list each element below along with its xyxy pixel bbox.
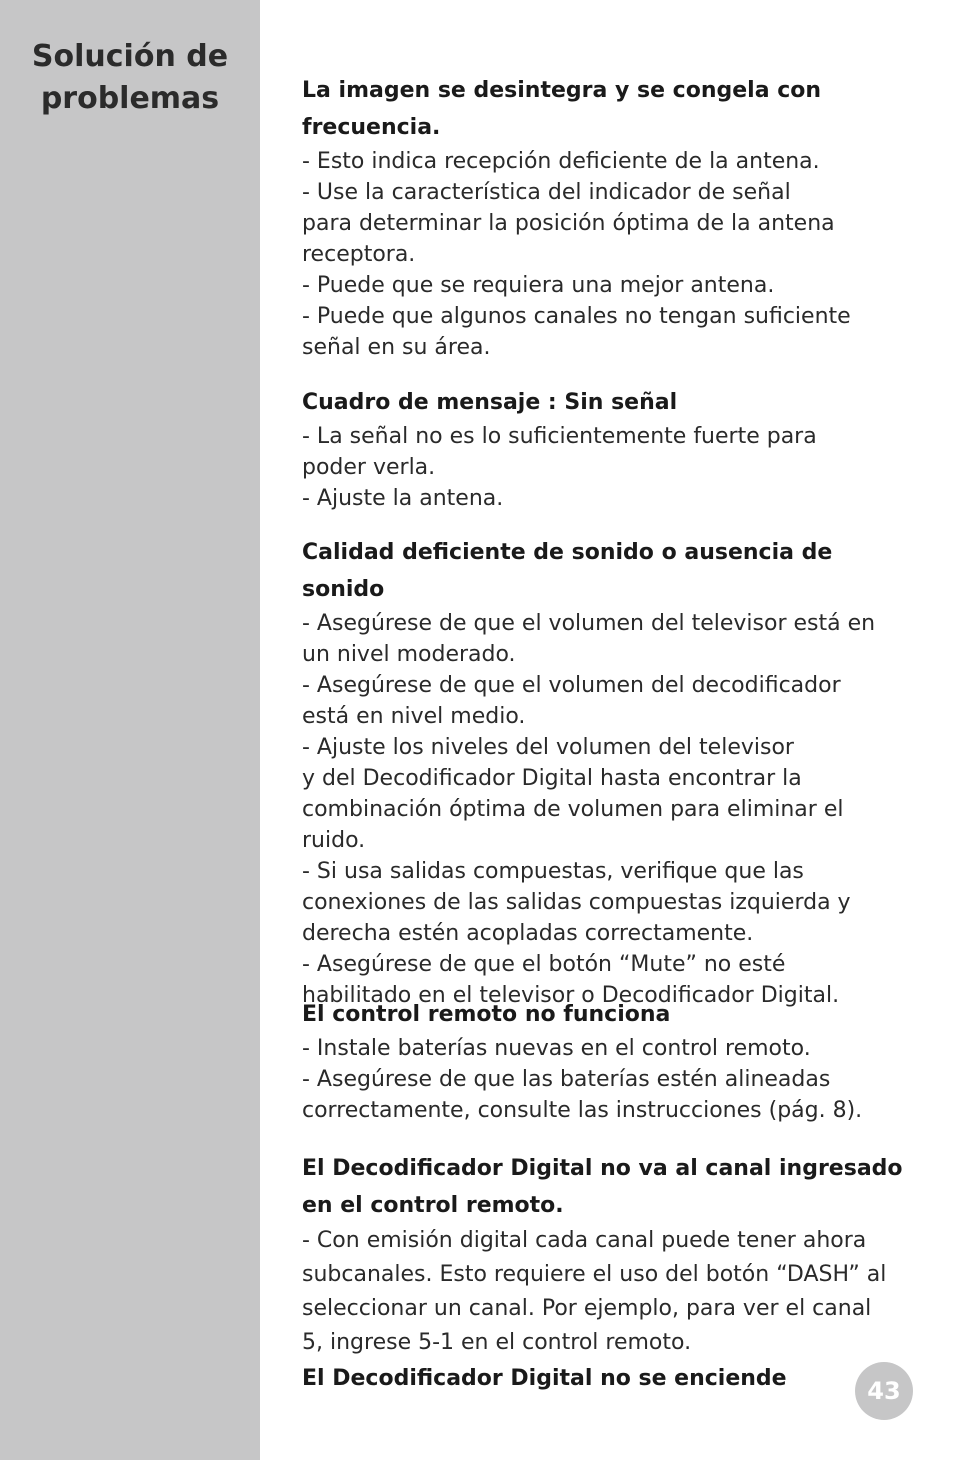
body-line: y del Decodificador Digital hasta encontrar la [302, 766, 802, 791]
body-line: - Si usa salidas compuestas, verifique que las [302, 859, 804, 884]
page-number-badge: 43 [855, 1362, 913, 1420]
section-no-power [302, 1360, 912, 1397]
body-line: - Ajuste los niveles del volumen del televisor [302, 735, 794, 760]
body-line: subcanales. Esto requiere el uso del botón “DASH” al [302, 1262, 887, 1287]
body-line: un nivel moderado. [302, 642, 516, 667]
body-line: ruido. [302, 828, 366, 853]
body-line: receptora. [302, 242, 416, 267]
body-line: - La señal no es lo suficientemente fuerte para [302, 424, 817, 449]
body-line: - Con emisión digital cada canal puede tener ahora [302, 1228, 867, 1253]
body-line: - Asegúrese de que el volumen del televisor está en [302, 611, 876, 636]
section-picture-freezes [302, 72, 912, 363]
section-heading: El control remoto no funciona [302, 1002, 671, 1027]
body-line: - Ajuste la antena. [302, 486, 504, 511]
body-line: señal en su área. [302, 335, 491, 360]
body-line: - Asegúrese de que las baterías estén alineadas [302, 1067, 831, 1092]
section-heading: Calidad deficiente de sonido o ausencia de sonido [302, 540, 833, 602]
sidebar-panel [0, 0, 260, 1460]
section-heading: La imagen se desintegra y se congela con [302, 78, 822, 103]
section-channel-entry [302, 1150, 912, 1360]
body-line: conexiones de las salidas compuestas izquierda y [302, 890, 851, 915]
body-line: - Asegúrese de que el volumen del decodificador [302, 673, 841, 698]
section-no-signal [302, 384, 912, 514]
title-line-2: problemas [40, 81, 220, 116]
body-line: - Asegúrese de que el botón “Mute” no esté [302, 952, 786, 977]
page-title [0, 36, 260, 120]
body-line: poder verla. [302, 455, 436, 480]
body-line: - Use la característica del indicador de señal [302, 180, 791, 205]
body-line: - Esto indica recepción deficiente de la antena. [302, 149, 820, 174]
body-line: correctamente, consulte las instrucciones (pág. 8). [302, 1098, 863, 1123]
body-line: - Puede que se requiera una mejor antena. [302, 273, 775, 298]
section-heading: en el control remoto. [302, 1193, 564, 1218]
body-line: está en nivel medio. [302, 704, 526, 729]
body-line: derecha estén acopladas correctamente. [302, 921, 754, 946]
section-remote-not-working [302, 996, 912, 1126]
body-line: seleccionar un canal. Por ejemplo, para ver el canal [302, 1296, 872, 1321]
section-heading: frecuencia. [302, 115, 441, 140]
body-line: combinación óptima de volumen para eliminar el [302, 797, 844, 822]
section-poor-sound [302, 534, 912, 1011]
section-heading: El Decodificador Digital no va al canal ingresado [302, 1156, 903, 1181]
section-heading: Cuadro de mensaje : Sin señal [302, 390, 678, 415]
body-line: - Instale baterías nuevas en el control remoto. [302, 1036, 811, 1061]
section-heading: El Decodificador Digital no se enciende [302, 1366, 787, 1391]
body-line: - Puede que algunos canales no tengan suficiente [302, 304, 851, 329]
body-line: para determinar la posición óptima de la antena [302, 211, 835, 236]
body-line: 5, ingrese 5-1 en el control remoto. [302, 1330, 692, 1355]
body-line: habilitado en el televisor o Decodificador Digital. [302, 983, 840, 1008]
title-line-1: Solución de [31, 39, 229, 74]
